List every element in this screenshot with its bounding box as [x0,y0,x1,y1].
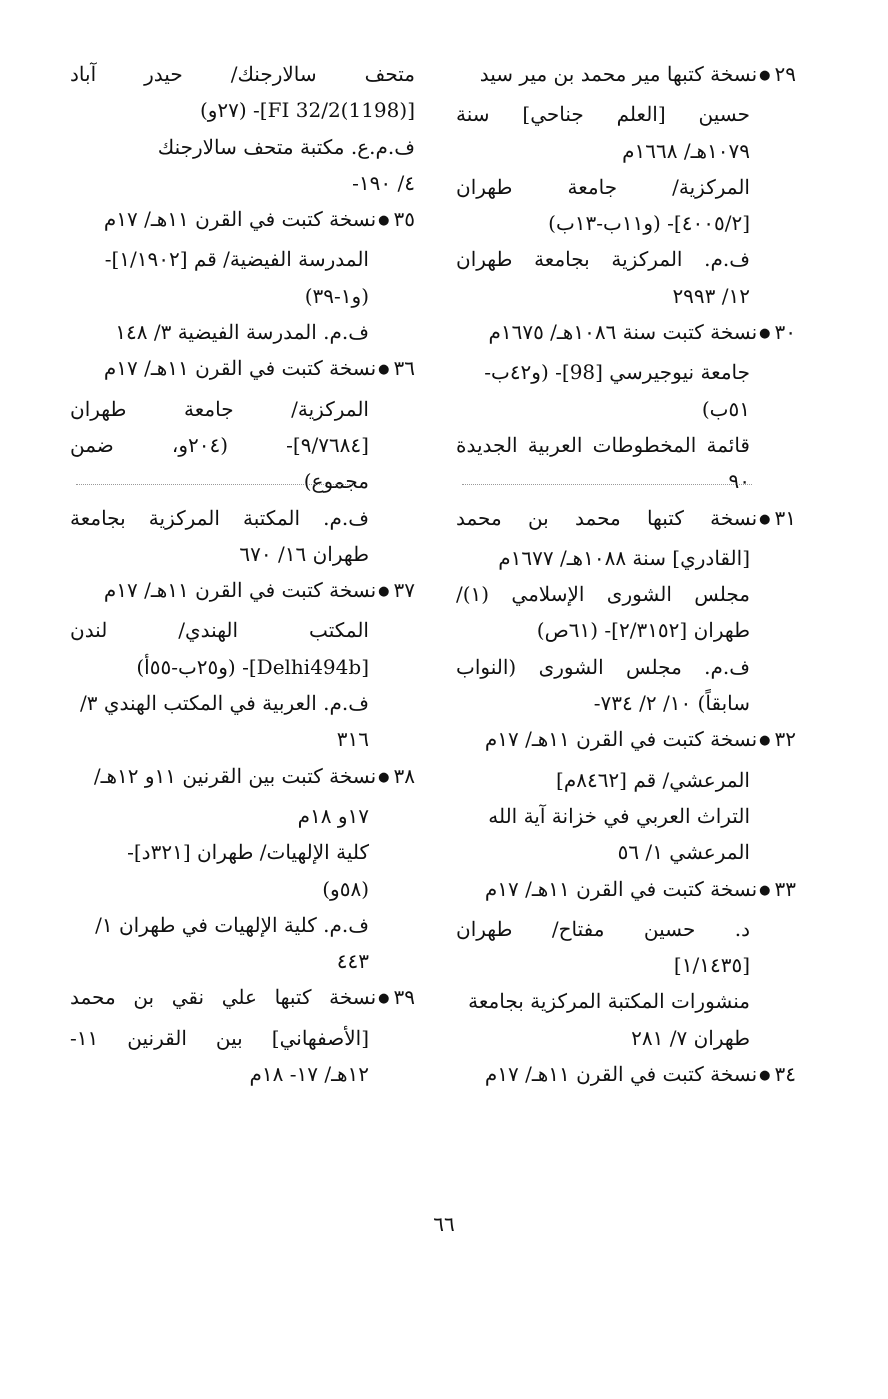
entry-line: ف.م. مجلس الشورى (النواب [456,654,750,679]
entry-line: ٩٠ [728,469,750,494]
entry-line: نسخة كتبها محمد بن محمد [456,505,758,530]
bullet-icon: ● [378,584,390,600]
entry-line: نسخة كتبت بين القرنين ١١و ١٢هـ/ [93,763,377,788]
bullet-icon: ● [759,733,771,749]
entry-number: ٣٧ [393,578,415,603]
entry-line: [٤٠٠٥/٢]- (و١١ب-١٣ب) [548,211,750,236]
entry-35 [70,201,415,350]
entry-line: ١٢/ ٢٩٩٣ [672,283,750,308]
entry-number: ٣٢ [774,727,796,752]
entry-line: مجلس الشورى الإسلامي (١)/ [456,582,750,607]
bullet-icon: ● [759,511,771,527]
entry-line: كلية الإلهيات/ طهران [٣٢١د]- [127,840,369,865]
entry-line: ٣١٦ [336,727,369,752]
entry-line: [١/١٤٣٥] [673,953,750,978]
entry-line: نسخة كتبت في القرن ١١هـ/ ١٧م [484,876,758,901]
entry-line: نسخة كتبها علي نقي بن محمد [70,985,377,1010]
entry-line: سابقاً) ١٠/ ٢/ ٧٣٤- [593,691,750,716]
entry-31 [456,500,796,722]
entry-36 [70,350,415,572]
entry-37 [70,572,415,757]
entry-line: جامعة نيوجيرسي [98]- (و٤٢ب- [484,360,750,385]
entry-38 [70,758,415,980]
bullet-icon: ● [378,362,390,378]
entry-line: نسخة كتبت في القرن ١١هـ/ ١٧م [103,207,377,232]
entry-line: المرعشي/ قم [٨٤٦٢م] [556,767,750,792]
entry-line: نسخة كتبت في القرن ١١هـ/ ١٧م [484,1062,758,1087]
bullet-icon: ● [759,326,771,342]
entry-line: ف.م. كلية الإلهيات في طهران ١/ [95,912,369,937]
entry-number: ٣٠ [774,320,796,345]
entry-39 [70,979,415,1092]
entry-heading [456,871,796,911]
entry-line: قائمة المخطوطات العربية الجديدة [456,432,750,457]
entry-number: ٣٩ [393,985,415,1010]
entry-heading [456,56,796,96]
entry-line: نسخة كتبت سنة ١٠٨٦هـ/ ١٦٧٥م [488,320,758,345]
entry-number: ٣٣ [774,876,796,901]
bullet-icon: ● [759,68,771,83]
entry-line: المكتب الهندي/ لندن [70,618,369,643]
entry-line: حسين [العلم جناحي] سنة [456,102,750,127]
entry-line: ١٢هـ/ ١٧- ١٨م [249,1062,369,1087]
entry-number: ٣١ [774,505,796,530]
page-number: ٦٦ [433,1212,455,1236]
entry-line: [FI 32/2(1198)]- (٢٧و) [199,98,415,123]
entry-line: ٤٤٣ [336,949,369,974]
entry-line: (٥٨و) [322,876,369,901]
entry-heading [70,979,415,1019]
entry-line: المرعشي ١/ ٥٦ [617,840,750,865]
entry-line: ١٠٧٩هـ/ ١٦٦٨م [622,138,750,163]
entry-continuation [70,56,415,201]
bullet-icon: ● [378,991,390,1007]
entry-line: ف.م. المدرسة الفيضية ٣/ ١٤٨ [115,320,369,345]
bullet-icon: ● [759,1068,771,1084]
entry-32 [456,721,796,870]
entry-line: [Delhi494b]- (و٢٥ب-٥٥أ) [136,654,369,679]
bullet-icon: ● [378,213,390,229]
entry-heading [70,758,415,798]
entry-line: ف.م. المركزية بجامعة طهران [456,247,750,272]
entry-line: نسخة كتبت في القرن ١١هـ/ ١٧م [103,578,377,603]
entry-line: [الأصفهاني] بين القرنين ١١- [70,1025,369,1050]
entry-heading [70,350,415,390]
entry-34 [456,1056,796,1096]
entry-number: ٣٦ [393,356,415,381]
entry-heading [70,572,415,612]
entry-line: ٥١ب) [701,396,750,421]
entry-line: مجموع) [303,469,369,494]
entry-line: المدرسة الفيضية/ قم [١/١٩٠٢]- [104,247,369,272]
entry-line: نسخة كتبت في القرن ١١هـ/ ١٧م [484,727,758,752]
dotted-divider [76,484,356,485]
entry-number: ٣٤ [774,1062,796,1087]
entry-number: ٣٥ [393,207,415,232]
entry-heading [456,1056,796,1096]
entry-line: المركزية/ جامعة طهران [456,174,750,199]
entry-line: ف.م.ع. مكتبة متحف سالارجنك [157,134,415,159]
entry-30 [456,314,796,499]
entry-line: (و١-٣٩) [304,283,369,308]
dotted-divider [462,484,752,485]
entry-line: طهران [٢/٣١٥٢]- (٦١ص) [536,618,750,643]
entry-line: ١٧و ١٨م [297,803,369,828]
entry-line: ف.م. العربية في المكتب الهندي ٣/ [80,691,369,716]
left-column [70,56,415,1092]
entry-line: نسخة كتبت في القرن ١١هـ/ ١٧م [103,356,377,381]
entry-heading [456,721,796,761]
entry-line: ف.م. المكتبة المركزية بجامعة [70,505,369,530]
entry-line: التراث العربي في خزانة آية الله [488,803,750,828]
entry-line: نسخة كتبها مير محمد بن مير سيد [479,62,758,86]
entry-heading [70,201,415,241]
bullet-icon: ● [378,769,390,785]
entry-line: د. حسين مفتاح/ طهران [456,916,750,941]
right-column [456,56,796,1096]
entry-line: طهران ٧/ ٢٨١ [631,1025,750,1050]
bullet-icon: ● [759,882,771,898]
entry-29 [456,56,796,314]
entry-line: المركزية/ جامعة طهران [70,396,369,421]
entry-line: [القادري] سنة ١٠٨٨هـ/ ١٦٧٧م [498,545,750,570]
entry-number: ٣٨ [393,763,415,788]
entry-heading [456,500,796,540]
entry-number: ٢٩ [774,62,796,86]
entry-line: منشورات المكتبة المركزية بجامعة [468,989,750,1014]
entry-heading [456,314,796,354]
entry-33 [456,871,796,1056]
entry-line: متحف سالارجنك/ حيدر آباد [70,62,415,86]
entry-line: طهران ١٦/ ٦٧٠ [239,541,369,566]
entry-line: [٩/٧٦٨٤]- (٢٠٤و، ضمن [70,432,369,457]
entry-line: ٤/ ١٩٠- [352,170,415,195]
